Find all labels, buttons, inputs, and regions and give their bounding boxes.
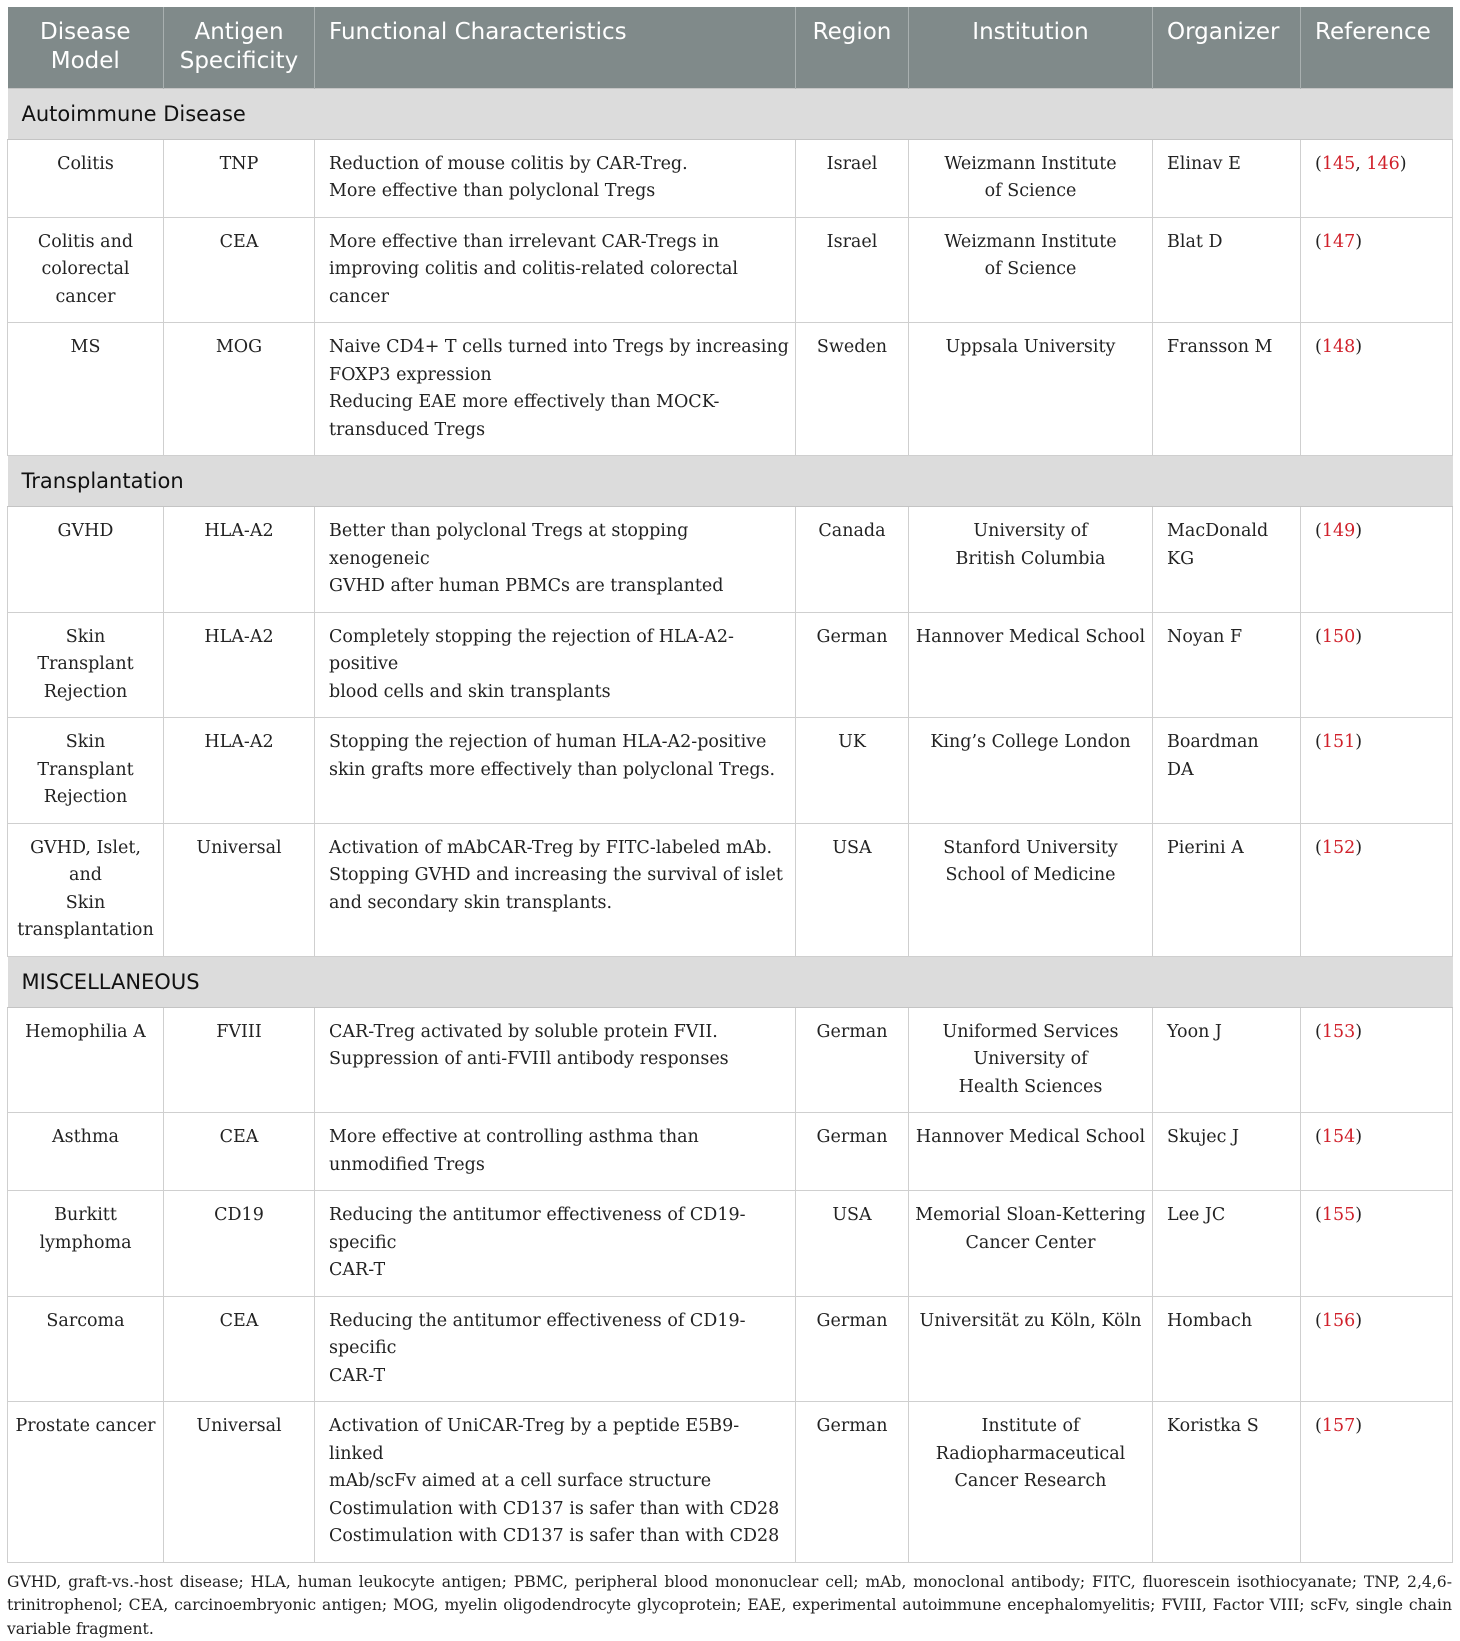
cell-antigen: MOG bbox=[164, 323, 315, 456]
reference-link[interactable]: 150 bbox=[1322, 627, 1355, 647]
cell-functional: Activation of mAbCAR-Treg by FITC-labeled mAb. Stopping GVHD and increasing the survival of islet and secondary skin transplants. bbox=[315, 823, 796, 956]
table-row bbox=[8, 507, 1453, 613]
header-institution: Institution bbox=[909, 7, 1153, 88]
cell-disease-model: Hemophilia A bbox=[8, 1007, 164, 1113]
reference-link[interactable]: 152 bbox=[1322, 838, 1355, 858]
cell-region: USA bbox=[796, 823, 909, 956]
header-reference: Reference bbox=[1301, 7, 1453, 88]
table-container bbox=[7, 7, 1452, 1641]
cell-reference: (147) bbox=[1301, 217, 1453, 323]
cell-disease-model: Asthma bbox=[8, 1113, 164, 1191]
cell-antigen: CEA bbox=[164, 1113, 315, 1191]
cell-institution: Uniformed Services University of Health Sciences bbox=[909, 1007, 1153, 1113]
cell-institution: Stanford University School of Medicine bbox=[909, 823, 1153, 956]
cell-region: Israel bbox=[796, 139, 909, 217]
cell-functional: More effective at controlling asthma than unmodified Tregs bbox=[315, 1113, 796, 1191]
reference-link[interactable]: 155 bbox=[1322, 1205, 1355, 1225]
cell-disease-model: GVHD, Islet, and Skin transplantation bbox=[8, 823, 164, 956]
table-footnote: GVHD, graft-vs.-host disease; HLA, human leukocyte antigen; PBMC, peripheral blood mononuclear cell; mAb, monoclonal antibody; FITC, fluorescein isothiocyanate; TNP, 2,4,6-trinitrophenol; CEA, carcinoembryonic antigen; MOG, myelin oligodendrocyte glycoprotein; EAE, experimental autoimmune encephalomyelitis; FVIII, Factor VIII; scFv, single chain variable fragment. bbox=[7, 1571, 1452, 1641]
table-row bbox=[8, 1402, 1453, 1563]
cell-functional: Completely stopping the rejection of HLA-A2-positive blood cells and skin transplants bbox=[315, 612, 796, 718]
header-row bbox=[8, 7, 1453, 88]
cell-organizer: MacDonald KG bbox=[1153, 507, 1301, 613]
cell-reference: (152) bbox=[1301, 823, 1453, 956]
table-row bbox=[8, 1191, 1453, 1297]
cell-reference: (145, 146) bbox=[1301, 139, 1453, 217]
cell-institution: King’s College London bbox=[909, 718, 1153, 824]
cell-disease-model: Skin Transplant Rejection bbox=[8, 612, 164, 718]
section-title: MISCELLANEOUS bbox=[8, 956, 1453, 1007]
cell-antigen: CEA bbox=[164, 1296, 315, 1402]
cell-reference: (150) bbox=[1301, 612, 1453, 718]
cell-antigen: CEA bbox=[164, 217, 315, 323]
cell-organizer: Fransson M bbox=[1153, 323, 1301, 456]
reference-link[interactable]: 157 bbox=[1322, 1416, 1355, 1436]
reference-link[interactable]: 146 bbox=[1366, 154, 1399, 174]
cell-reference: (157) bbox=[1301, 1402, 1453, 1563]
cell-institution: Uppsala University bbox=[909, 323, 1153, 456]
cell-reference: (154) bbox=[1301, 1113, 1453, 1191]
cell-reference: (155) bbox=[1301, 1191, 1453, 1297]
cell-disease-model: Colitis bbox=[8, 139, 164, 217]
cell-region: German bbox=[796, 1113, 909, 1191]
cell-antigen: HLA-A2 bbox=[164, 507, 315, 613]
header-organizer: Organizer bbox=[1153, 7, 1301, 88]
cell-antigen: TNP bbox=[164, 139, 315, 217]
header-disease-model: Disease Model bbox=[8, 7, 164, 88]
cell-functional: Better than polyclonal Tregs at stopping xenogeneic GVHD after human PBMCs are transplanted bbox=[315, 507, 796, 613]
cell-organizer: Skujec J bbox=[1153, 1113, 1301, 1191]
cell-region: German bbox=[796, 1402, 909, 1563]
cell-region: Sweden bbox=[796, 323, 909, 456]
cell-disease-model: Sarcoma bbox=[8, 1296, 164, 1402]
cell-functional: Reduction of mouse colitis by CAR-Treg. More effective than polyclonal Tregs bbox=[315, 139, 796, 217]
table-row bbox=[8, 139, 1453, 217]
cell-disease-model: GVHD bbox=[8, 507, 164, 613]
reference-link[interactable]: 147 bbox=[1322, 232, 1355, 252]
cell-region: UK bbox=[796, 718, 909, 824]
table-row bbox=[8, 1296, 1453, 1402]
cell-functional: More effective than irrelevant CAR-Tregs in improving colitis and colitis-related colorectal cancer bbox=[315, 217, 796, 323]
table-row bbox=[8, 612, 1453, 718]
section-row bbox=[8, 456, 1453, 507]
cell-organizer: Blat D bbox=[1153, 217, 1301, 323]
cell-functional: Stopping the rejection of human HLA-A2-positive skin grafts more effectively than polyclonal Tregs. bbox=[315, 718, 796, 824]
header-functional-characteristics: Functional Characteristics bbox=[315, 7, 796, 88]
cell-region: German bbox=[796, 612, 909, 718]
cell-functional: Reducing the antitumor effectiveness of CD19-specific CAR-T bbox=[315, 1296, 796, 1402]
table-body bbox=[8, 88, 1453, 1562]
table-row bbox=[8, 1113, 1453, 1191]
header-region: Region bbox=[796, 7, 909, 88]
cell-region: Canada bbox=[796, 507, 909, 613]
cell-organizer: Elinav E bbox=[1153, 139, 1301, 217]
reference-link[interactable]: 153 bbox=[1322, 1022, 1355, 1042]
cell-institution: Hannover Medical School bbox=[909, 1113, 1153, 1191]
reference-link[interactable]: 154 bbox=[1322, 1127, 1355, 1147]
section-row bbox=[8, 956, 1453, 1007]
cell-reference: (148) bbox=[1301, 323, 1453, 456]
cell-institution: Weizmann Institute of Science bbox=[909, 217, 1153, 323]
cell-reference: (149) bbox=[1301, 507, 1453, 613]
cell-antigen: Universal bbox=[164, 823, 315, 956]
cell-institution: Institute of Radiopharmaceutical Cancer Research bbox=[909, 1402, 1153, 1563]
cell-institution: Weizmann Institute of Science bbox=[909, 139, 1153, 217]
cell-organizer: Hombach bbox=[1153, 1296, 1301, 1402]
cell-functional: Reducing the antitumor effectiveness of CD19-specific CAR-T bbox=[315, 1191, 796, 1297]
cell-organizer: Pierini A bbox=[1153, 823, 1301, 956]
cell-institution: Universität zu Köln, Köln bbox=[909, 1296, 1153, 1402]
cell-organizer: Lee JC bbox=[1153, 1191, 1301, 1297]
table-row bbox=[8, 323, 1453, 456]
cell-disease-model: Colitis and colorectal cancer bbox=[8, 217, 164, 323]
cell-disease-model: MS bbox=[8, 323, 164, 456]
cell-antigen: Universal bbox=[164, 1402, 315, 1563]
table-row bbox=[8, 823, 1453, 956]
cell-disease-model: Burkitt lymphoma bbox=[8, 1191, 164, 1297]
table-row bbox=[8, 1007, 1453, 1113]
cell-antigen: HLA-A2 bbox=[164, 718, 315, 824]
cell-functional: CAR-Treg activated by soluble protein FVII. Suppression of anti-FVIIl antibody responses bbox=[315, 1007, 796, 1113]
reference-link[interactable]: 149 bbox=[1322, 521, 1355, 541]
cell-reference: (156) bbox=[1301, 1296, 1453, 1402]
cell-institution: Memorial Sloan-Kettering Cancer Center bbox=[909, 1191, 1153, 1297]
cell-antigen: FVIII bbox=[164, 1007, 315, 1113]
cell-functional: Activation of UniCAR-Treg by a peptide E5B9-linked mAb/scFv aimed at a cell surface structure Costimulation with CD137 is safer than with CD28 Costimulation with CD137 is safer than with CD28 bbox=[315, 1402, 796, 1563]
reference-link[interactable]: 156 bbox=[1322, 1311, 1355, 1331]
reference-link[interactable]: 148 bbox=[1322, 337, 1355, 357]
cell-region: Israel bbox=[796, 217, 909, 323]
cell-region: German bbox=[796, 1007, 909, 1113]
cell-organizer: Koristka S bbox=[1153, 1402, 1301, 1563]
section-title: Transplantation bbox=[8, 456, 1453, 507]
reference-link[interactable]: 145 bbox=[1322, 154, 1355, 174]
cell-functional: Naive CD4+ T cells turned into Tregs by increasing FOXP3 expression Reducing EAE more effectively than MOCK- transduced Tregs bbox=[315, 323, 796, 456]
cell-antigen: CD19 bbox=[164, 1191, 315, 1297]
cell-region: USA bbox=[796, 1191, 909, 1297]
cell-reference: (151) bbox=[1301, 718, 1453, 824]
cell-region: German bbox=[796, 1296, 909, 1402]
cell-institution: University of British Columbia bbox=[909, 507, 1153, 613]
section-title: Autoimmune Disease bbox=[8, 88, 1453, 139]
cell-antigen: HLA-A2 bbox=[164, 612, 315, 718]
cell-reference: (153) bbox=[1301, 1007, 1453, 1113]
cell-organizer: Yoon J bbox=[1153, 1007, 1301, 1113]
section-row bbox=[8, 88, 1453, 139]
cell-disease-model: Prostate cancer bbox=[8, 1402, 164, 1563]
cell-disease-model: Skin Transplant Rejection bbox=[8, 718, 164, 824]
header-antigen-specificity: Antigen Specificity bbox=[164, 7, 315, 88]
cell-organizer: Noyan F bbox=[1153, 612, 1301, 718]
cell-institution: Hannover Medical School bbox=[909, 612, 1153, 718]
reference-link[interactable]: 151 bbox=[1322, 732, 1355, 752]
table-row bbox=[8, 718, 1453, 824]
cell-organizer: Boardman DA bbox=[1153, 718, 1301, 824]
car-treg-table bbox=[7, 7, 1453, 1563]
table-row bbox=[8, 217, 1453, 323]
